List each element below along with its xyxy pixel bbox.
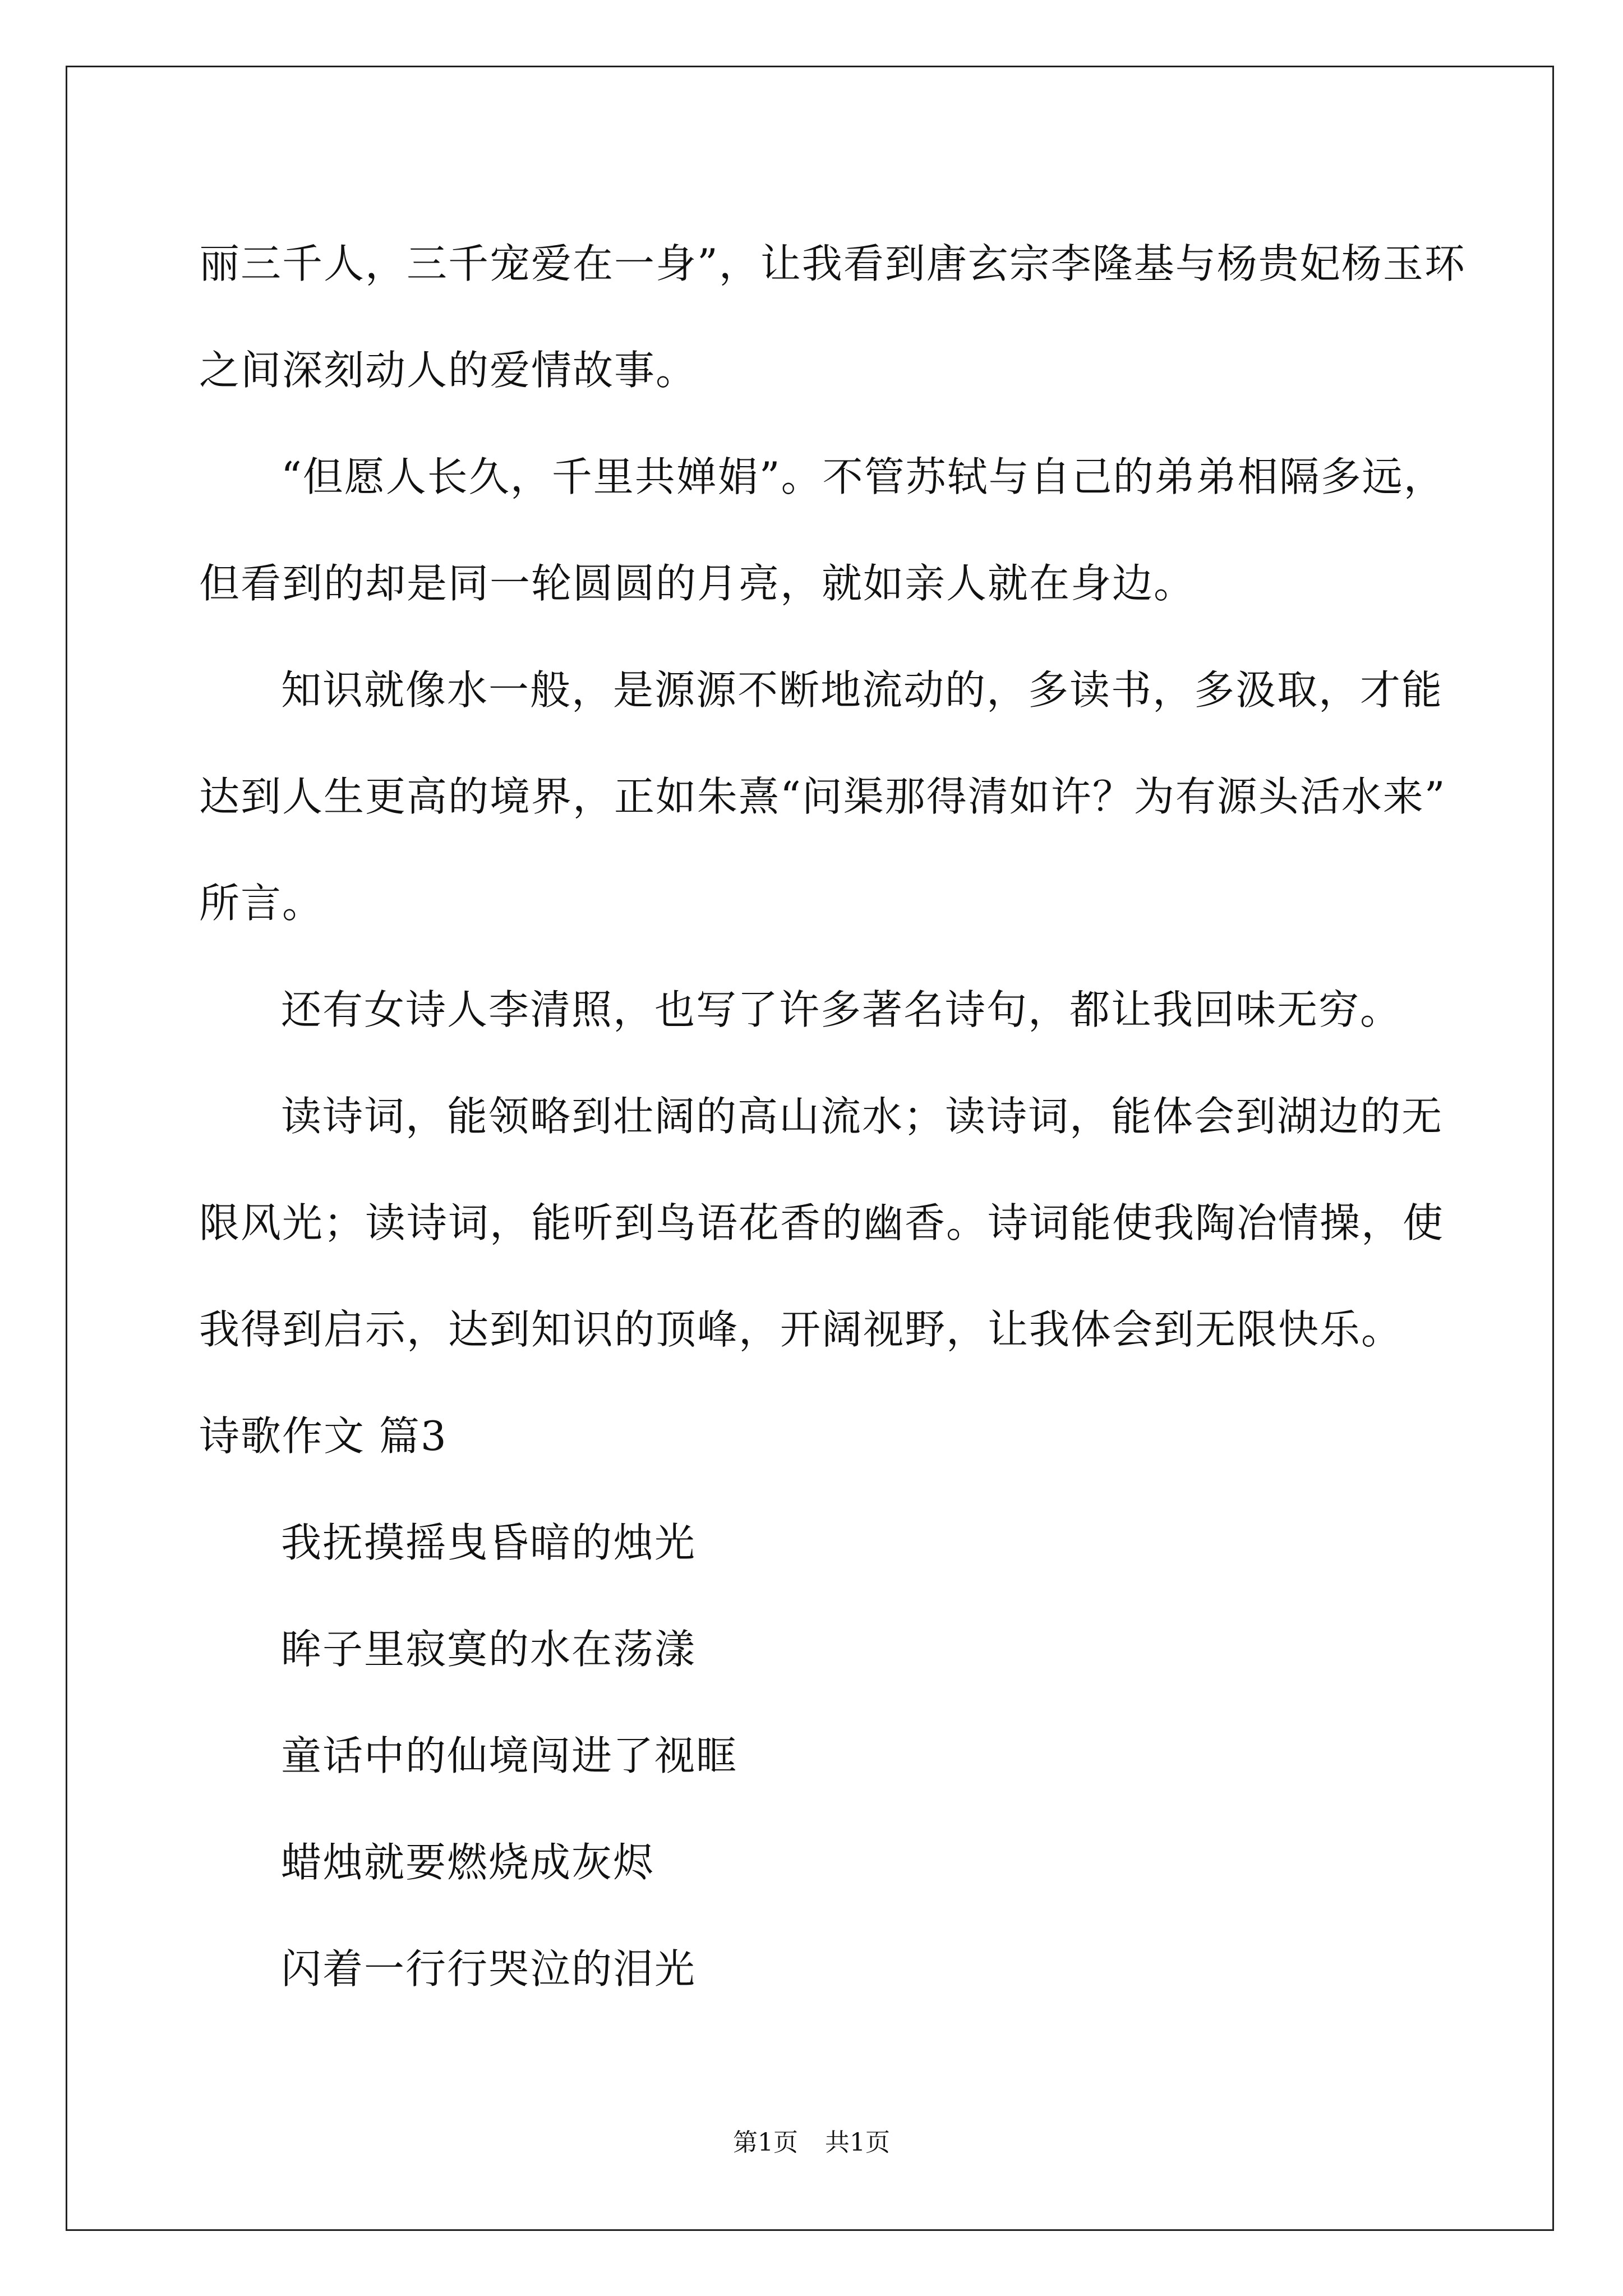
text-line-2: 之间深刻动人的爱情故事。 bbox=[199, 347, 698, 394]
poem-line-5: 闪着一行行哭泣的泪光 bbox=[281, 1945, 697, 1993]
poem-line-3: 童话中的仙境闯进了视眶 bbox=[281, 1732, 738, 1779]
page-number-current: 第1页 bbox=[733, 2128, 798, 2157]
text-line-4: 但看到的却是同一轮圆圆的月亮，就如亲人就在身边。 bbox=[199, 560, 1196, 607]
text-line-3: “但愿人长久，千里共婵娟”。不管苏轼与自己的弟弟相隔多远， bbox=[281, 453, 1445, 500]
page-number-total: 共1页 bbox=[825, 2128, 890, 2157]
document-body bbox=[199, 210, 1466, 2022]
text-line-5: 知识就像水一般，是源源不断地流动的，多读书，多汲取，才能 bbox=[281, 666, 1444, 714]
text-line-10: 限风光；读诗词，能听到鸟语花香的幽香。诗词能使我陶冶情操，使 bbox=[199, 1199, 1445, 1246]
poem-line-1: 我抚摸摇曳昏暗的烛光 bbox=[281, 1519, 697, 1566]
poem-line-2: 眸子里寂寞的水在荡漾 bbox=[281, 1626, 697, 1673]
text-line-6: 达到人生更高的境界，正如朱熹“问渠那得清如许？为有源头活水来” bbox=[199, 773, 1446, 820]
text-line-9: 读诗词，能领略到壮阔的高山流水；读诗词，能体会到湖边的无 bbox=[281, 1093, 1444, 1140]
page-footer bbox=[0, 2126, 1623, 2160]
text-line-1: 丽三千人，三千宠爱在一身”，让我看到唐玄宗李隆基与杨贵妃杨玉环 bbox=[199, 240, 1466, 287]
section-heading: 诗歌作文 篇3 bbox=[199, 1412, 448, 1460]
text-line-8: 还有女诗人李清照，也写了许多著名诗句，都让我回味无穷。 bbox=[281, 986, 1402, 1033]
poem-line-4: 蜡烛就要燃烧成灰烬 bbox=[281, 1839, 655, 1886]
text-line-7: 所言。 bbox=[199, 880, 324, 927]
text-line-11: 我得到启示，达到知识的顶峰，开阔视野，让我体会到无限快乐。 bbox=[199, 1306, 1403, 1353]
